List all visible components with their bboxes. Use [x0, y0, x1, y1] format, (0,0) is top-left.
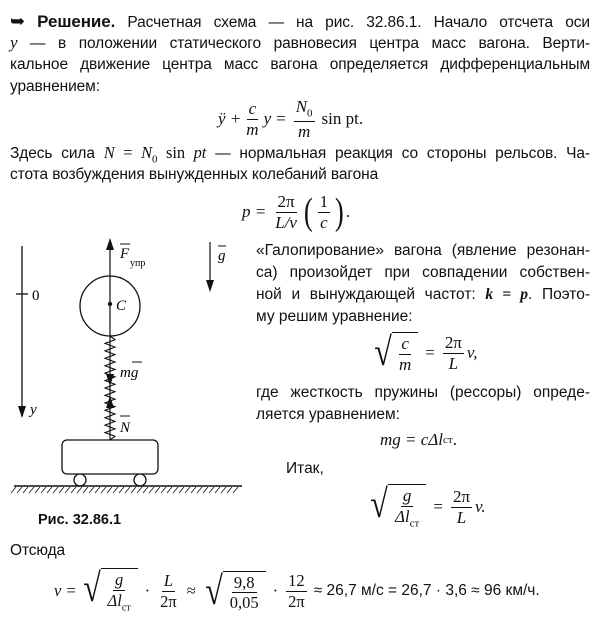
- label-g: g: [218, 248, 226, 264]
- hatch-line: [29, 487, 34, 493]
- equation-resonance: √ $\frac{c}{m}$ = $\frac{2\pi}{L}$ v,: [370, 326, 477, 380]
- figure-caption: Рис. 32.86.1: [38, 512, 122, 528]
- hatch-line: [119, 487, 124, 493]
- hatch-line: [59, 487, 64, 493]
- eq2-Lv: L/v: [275, 212, 297, 232]
- eq2-2pi: 2π: [277, 191, 295, 211]
- hatch-line: [35, 487, 40, 493]
- wheel-right: [134, 474, 146, 486]
- eq3-v: v,: [466, 343, 478, 362]
- eq1-N: N: [295, 96, 308, 116]
- right-text-3a: ной и вынуждающей частот:: [256, 286, 476, 303]
- force-arrow-icon: [106, 238, 114, 250]
- hatch-line: [191, 487, 196, 493]
- right-text-1: «Галопирование» вагона (явление резонан-: [256, 242, 590, 259]
- hatch-line: [221, 487, 226, 493]
- eq2-paren-open: (: [303, 191, 313, 233]
- eq1-frac-n0m: [294, 98, 315, 141]
- eq1-c: c: [248, 98, 257, 118]
- eq3-L: L: [448, 353, 459, 373]
- eq1-frac-cm: [244, 100, 260, 139]
- ground-hatch: [11, 487, 238, 493]
- final-12: 12: [288, 571, 305, 591]
- eq2-p: p =: [242, 202, 267, 221]
- hatch-line: [209, 487, 214, 493]
- wagon-body: [62, 440, 158, 474]
- eq5-g: g: [402, 486, 412, 506]
- hatch-line: [161, 487, 166, 493]
- axis-y-symbol: y: [10, 33, 18, 52]
- hatch-line: [125, 487, 130, 493]
- solution-label: Решение.: [37, 12, 116, 31]
- hatch-line: [71, 487, 76, 493]
- eq5-v: v.: [475, 497, 486, 516]
- hatch-line: [131, 487, 136, 493]
- eq4-dot: .: [452, 430, 457, 449]
- g-arrow-icon: [206, 280, 214, 292]
- right-line-3: [256, 284, 590, 306]
- heading-line-1: [10, 10, 590, 34]
- hatch-line: [167, 487, 172, 493]
- eq4-text: mg = cΔl: [380, 430, 443, 449]
- eq5-sub: ст: [409, 517, 420, 530]
- hatch-line: [11, 487, 16, 493]
- equation-stiffness: [380, 428, 457, 452]
- eq1-m: m: [246, 119, 259, 139]
- eq2-paren-close: ): [335, 191, 344, 233]
- label-mg: mg: [120, 365, 139, 381]
- heading-text-3: кальное движение центра масс вагона определяется дифференциальным: [10, 56, 590, 73]
- equation-frequency: [242, 186, 350, 238]
- hatch-line: [143, 487, 148, 493]
- para2-line-2: стота возбуждения вынужденных колебаний вагона: [10, 166, 379, 183]
- hatch-line: [113, 487, 118, 493]
- label-y: y: [30, 402, 37, 418]
- hatch-line: [227, 487, 232, 493]
- final-sub: ст: [121, 602, 131, 614]
- hatch-line: [233, 487, 238, 493]
- equation-velocity: √ $\frac{g}{\Delta l_{ст}}$ = $\frac{2\pi}{L}$ v.: [366, 478, 486, 536]
- hatch-line: [215, 487, 220, 493]
- label-F: F: [120, 246, 130, 262]
- eq1-lhs: ÿ +: [218, 109, 242, 128]
- eq5-dl: Δl: [394, 506, 410, 526]
- final-005: 0,05: [229, 593, 259, 612]
- center-point: [108, 302, 112, 306]
- hatch-line: [155, 487, 160, 493]
- hatch-line: [77, 487, 82, 493]
- heading-line-2: [10, 32, 590, 55]
- eq3-2pi: 2π: [444, 332, 462, 352]
- eq2-dot: .: [345, 202, 351, 221]
- eq3-c: c: [401, 334, 409, 354]
- final-approx: ≈: [186, 581, 196, 600]
- hatch-line: [173, 487, 178, 493]
- final-2pi: 2π: [160, 591, 177, 611]
- label-C: C: [116, 298, 127, 314]
- hatch-line: [23, 487, 28, 493]
- itak-text: Итак,: [286, 460, 324, 477]
- heading-text-1: Расчетная схема — на рис. 32.86.1. Начало отсчета оси: [127, 14, 590, 31]
- right-text-3b: k = p: [485, 286, 529, 303]
- hatch-line: [47, 487, 52, 493]
- hatch-line: [185, 487, 190, 493]
- hatch-line: [149, 487, 154, 493]
- para2-text-b: — нормальная реакция со стороны рельсов. Ча-: [215, 145, 590, 162]
- eq1-m2: m: [297, 121, 311, 141]
- final-v: v =: [54, 581, 77, 600]
- force-formula: $N = N_0$ sin pt: [103, 143, 207, 166]
- right-text-3c: . Поэто-: [528, 286, 590, 303]
- hatch-line: [17, 487, 22, 493]
- final-g: g: [114, 570, 124, 590]
- final-sqrt-2: √ $\frac{9,8}{0,05}$: [203, 571, 266, 612]
- eq3-m: m: [398, 355, 412, 374]
- hatch-line: [89, 487, 94, 493]
- hatch-line: [65, 487, 70, 493]
- hatch-line: [203, 487, 208, 493]
- eq5-sqrt: √ $\frac{g}{\Delta l_{ст}}$: [368, 484, 426, 530]
- label-zero: 0: [32, 288, 40, 304]
- final-L: L: [163, 571, 174, 591]
- wagon-diagram: [10, 236, 250, 508]
- label-F-sub: упр: [130, 258, 146, 269]
- wheel-left: [74, 474, 86, 486]
- arrow-icon: ➥: [10, 11, 25, 31]
- right-text-4: му решим уравнение:: [256, 308, 413, 325]
- para2-text-a: Здесь сила: [10, 145, 95, 162]
- eq1-sub0: 0: [307, 107, 313, 119]
- eq5-2pi: 2π: [452, 486, 471, 506]
- heading-text-4: уравнением:: [10, 78, 100, 95]
- hatch-line: [53, 487, 58, 493]
- equation-differential: [218, 96, 363, 142]
- hatch-line: [101, 487, 106, 493]
- final-98: 9,8: [233, 572, 255, 592]
- eq2-frac-1c: [318, 193, 331, 232]
- heading-text-2: — в положении статического равновесия центра масс вагона. Верти-: [30, 35, 590, 52]
- final-2pi-2: 2π: [288, 591, 305, 611]
- right-text-5: где жесткость пружины (рессоры) опреде-: [256, 384, 590, 401]
- equation-final: v = √ $\frac{g}{\Delta l_{ст}}$ · $\frac{L}{2\pi}$ ≈ √ $\frac{9,8}{0,05}$ · $\frac{12}{2\pi}$ ≈ 26,7 м/с = 26,7 · 3,6 ≈ 96 км/ч.: [54, 565, 540, 614]
- hatch-line: [179, 487, 184, 493]
- y-axis-arrow-icon: [18, 406, 26, 418]
- right-text-6: ляется уравнением:: [256, 406, 400, 423]
- eq1-rhs: sin pt.: [321, 109, 364, 128]
- final-sqrt-1: √ $\frac{g}{\Delta l_{ст}}$: [81, 568, 138, 613]
- eq5-L: L: [456, 507, 467, 527]
- hatch-line: [83, 487, 88, 493]
- eq4-sub: ст: [443, 434, 453, 446]
- eq2-frac: [273, 193, 299, 232]
- hatch-line: [197, 487, 202, 493]
- eq1-y: y: [263, 109, 272, 128]
- hatch-line: [41, 487, 46, 493]
- eq2-c: c: [320, 212, 328, 232]
- eq2-one: 1: [319, 191, 329, 211]
- hatch-line: [137, 487, 142, 493]
- right-text-2: са) произойдет при совпадении собствен-: [256, 264, 590, 281]
- final-result: ≈ 26,7 м/с = 26,7 · 3,6 ≈ 96 км/ч.: [313, 582, 540, 599]
- eq1-equals: =: [276, 109, 286, 128]
- hatch-line: [95, 487, 100, 493]
- otsyuda-text: Отсюда: [10, 542, 66, 559]
- label-N: N: [120, 420, 131, 436]
- hatch-line: [107, 487, 112, 493]
- final-dl: Δl: [107, 590, 122, 610]
- eq3-sqrt: √ $\frac{c}{m}$: [372, 332, 418, 374]
